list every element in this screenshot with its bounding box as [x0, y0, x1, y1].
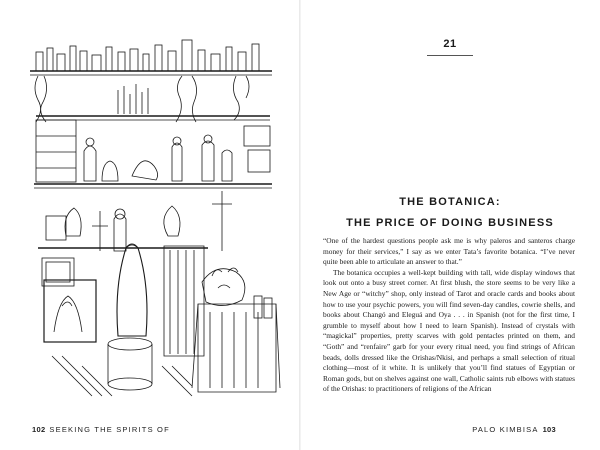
botanica-shop-interior-illustration	[22, 36, 284, 411]
chapter-body-text	[323, 236, 575, 395]
left-folio-number: 102	[32, 425, 46, 434]
chapter-title-line2: THE PRICE OF DOING BUSINESS	[346, 217, 554, 229]
chapter-rule	[427, 55, 473, 56]
right-page	[300, 0, 600, 450]
left-running-head: SEEKING THE SPIRITS OF	[49, 425, 170, 434]
chapter-title-line1: THE BOTANICA:	[399, 196, 501, 208]
right-running-head: PALO KIMBISA	[472, 425, 539, 434]
body-paragraph-1: “One of the hardest questions people ask me is why paleros and santeros charge money for their services,” I say as we enter Tata’s favorite botanica. “I’ve never quite been able to articulate an answer to that.”	[323, 236, 575, 267]
right-page-footer	[472, 425, 560, 434]
left-page-footer	[28, 425, 170, 434]
right-folio-number: 103	[542, 425, 556, 434]
body-paragraph-2: The botanica occupies a well-kept building with tall, wide display windows that look out onto a busy street corner. At first blush, the store seems to be very like a New Age or “witchy” shop, only instead of Tarot and oracle cards and books about how to use your psychic powers, you will find seven-day candles, cowrie shells, and books about Changó and Eleguá and Oya . . . in Spanish (not for the first time, I grumble to myself about how I need to learn Spanish). Instead of crystals with “magickal” properties, pretty scarves with gold pentacles printed on them, and “Goth” and “renfaire” garb for your every ritual need, you find strings of African beads, dolls dressed like the Orishas/Nkisi, and perhaps a small selection of ritual clothing—most of it white. It is unlikely that you’ll find statues of Egyptian or Roman gods, but on shelves against one wall, Catholic saints rub elbows with statues of the Orishas: to practitioners of religions of the African	[323, 267, 575, 394]
chapter-number: 21	[443, 38, 457, 50]
